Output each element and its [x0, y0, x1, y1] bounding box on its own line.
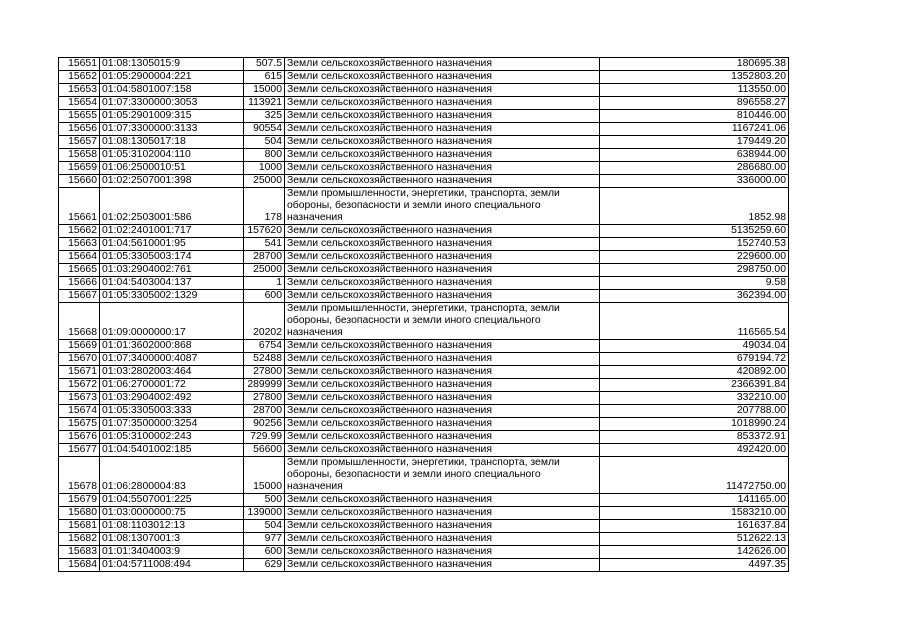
area-cell: 504 [244, 520, 285, 533]
land-category-cell: Земли сельскохозяйственного назначения [285, 379, 600, 392]
area-cell: 600 [244, 290, 285, 303]
cadastral-number-cell: 01:05:2900004:221 [100, 71, 244, 84]
land-category-cell: Земли сельскохозяйственного назначения [285, 58, 600, 71]
row-id-cell: 15678 [59, 457, 100, 494]
table-row [59, 84, 789, 97]
area-cell: 15000 [244, 457, 285, 494]
land-category-cell: Земли сельскохозяйственного назначения [285, 366, 600, 379]
cadastral-number-cell: 01:06:2500010:51 [100, 162, 244, 175]
cadastral-number-cell: 01:03:0000000:75 [100, 507, 244, 520]
land-category-cell: Земли сельскохозяйственного назначения [285, 507, 600, 520]
land-category-cell: Земли сельскохозяйственного назначения [285, 290, 600, 303]
area-cell: 615 [244, 71, 285, 84]
cadastral-value-cell: 49034.04 [600, 340, 789, 353]
row-id-cell: 15682 [59, 533, 100, 546]
row-id-cell: 15674 [59, 405, 100, 418]
cadastral-value-cell: 179449.20 [600, 136, 789, 149]
cadastral-number-cell: 01:04:5801007:158 [100, 84, 244, 97]
table-row [59, 405, 789, 418]
row-id-cell: 15672 [59, 379, 100, 392]
table-row [59, 533, 789, 546]
cadastral-number-cell: 01:05:3100002:243 [100, 431, 244, 444]
cadastral-value-cell: 1018990.24 [600, 418, 789, 431]
row-id-cell: 15658 [59, 149, 100, 162]
row-id-cell: 15684 [59, 559, 100, 572]
cadastral-value-cell: 1352803.20 [600, 71, 789, 84]
cadastral-number-cell: 01:08:1305015:9 [100, 58, 244, 71]
table-row [59, 136, 789, 149]
cadastral-value-cell: 207788.00 [600, 405, 789, 418]
cadastral-number-cell: 01:07:3400000:4087 [100, 353, 244, 366]
table-row [59, 290, 789, 303]
land-category-cell: Земли сельскохозяйственного назначения [285, 110, 600, 123]
cadastral-value-cell: 229600.00 [600, 251, 789, 264]
table-body [59, 58, 789, 572]
table-row [59, 58, 789, 71]
land-category-cell: Земли промышленности, энергетики, транспорта, земли обороны, безопасности и земли иного специального назначения [285, 457, 600, 494]
area-cell: 56600 [244, 444, 285, 457]
cadastral-number-cell: 01:06:2800004:83 [100, 457, 244, 494]
cadastral-value-cell: 113550.00 [600, 84, 789, 97]
cadastral-number-cell: 01:08:1307001:3 [100, 533, 244, 546]
land-category-cell: Земли сельскохозяйственного назначения [285, 175, 600, 188]
land-category-cell: Земли сельскохозяйственного назначения [285, 520, 600, 533]
cadastral-number-cell: 01:04:5610001:95 [100, 238, 244, 251]
row-id-cell: 15656 [59, 123, 100, 136]
area-cell: 504 [244, 136, 285, 149]
area-cell: 27800 [244, 366, 285, 379]
cadastral-number-cell: 01:03:2802003:464 [100, 366, 244, 379]
cadastral-number-cell: 01:05:3305003:174 [100, 251, 244, 264]
row-id-cell: 15651 [59, 58, 100, 71]
table-row [59, 149, 789, 162]
area-cell: 90256 [244, 418, 285, 431]
land-category-cell: Земли сельскохозяйственного назначения [285, 71, 600, 84]
area-cell: 629 [244, 559, 285, 572]
area-cell: 800 [244, 149, 285, 162]
row-id-cell: 15652 [59, 71, 100, 84]
cadastral-value-cell: 1583210.00 [600, 507, 789, 520]
row-id-cell: 15670 [59, 353, 100, 366]
table-row [59, 340, 789, 353]
land-category-cell: Земли сельскохозяйственного назначения [285, 162, 600, 175]
cadastral-number-cell: 01:02:2503001:586 [100, 188, 244, 225]
table-row [59, 379, 789, 392]
land-category-cell: Земли сельскохозяйственного назначения [285, 494, 600, 507]
area-cell: 977 [244, 533, 285, 546]
table-row [59, 507, 789, 520]
cadastral-value-cell: 5135259.60 [600, 225, 789, 238]
cadastral-value-cell: 286680.00 [600, 162, 789, 175]
cadastral-number-cell: 01:05:2901009:315 [100, 110, 244, 123]
area-cell: 507.5 [244, 58, 285, 71]
land-category-cell: Земли сельскохозяйственного назначения [285, 225, 600, 238]
table-row [59, 559, 789, 572]
cadastral-value-cell: 11472750.00 [600, 457, 789, 494]
table-row [59, 444, 789, 457]
cadastral-number-cell: 01:03:2904002:492 [100, 392, 244, 405]
row-id-cell: 15654 [59, 97, 100, 110]
table-row [59, 162, 789, 175]
land-category-cell: Земли сельскохозяйственного назначения [285, 444, 600, 457]
cadastral-number-cell: 01:07:3500000:3254 [100, 418, 244, 431]
area-cell: 325 [244, 110, 285, 123]
cadastral-value-cell: 512622.13 [600, 533, 789, 546]
row-id-cell: 15667 [59, 290, 100, 303]
land-category-cell: Земли сельскохозяйственного назначения [285, 353, 600, 366]
table-row [59, 110, 789, 123]
row-id-cell: 15681 [59, 520, 100, 533]
row-id-cell: 15683 [59, 546, 100, 559]
row-id-cell: 15653 [59, 84, 100, 97]
cadastral-number-cell: 01:08:1103012:13 [100, 520, 244, 533]
land-category-cell: Земли сельскохозяйственного назначения [285, 418, 600, 431]
cadastral-number-cell: 01:07:3300000:3133 [100, 123, 244, 136]
land-category-cell: Земли сельскохозяйственного назначения [285, 277, 600, 290]
area-cell: 178 [244, 188, 285, 225]
land-category-cell: Земли сельскохозяйственного назначения [285, 251, 600, 264]
cadastral-value-cell: 152740.53 [600, 238, 789, 251]
area-cell: 25000 [244, 264, 285, 277]
land-category-cell: Земли сельскохозяйственного назначения [285, 123, 600, 136]
land-category-cell: Земли сельскохозяйственного назначения [285, 546, 600, 559]
area-cell: 1 [244, 277, 285, 290]
row-id-cell: 15671 [59, 366, 100, 379]
row-id-cell: 15662 [59, 225, 100, 238]
cadastral-number-cell: 01:04:5507001:225 [100, 494, 244, 507]
area-cell: 27800 [244, 392, 285, 405]
table-row [59, 546, 789, 559]
cadastral-number-cell: 01:04:5711008:494 [100, 559, 244, 572]
row-id-cell: 15664 [59, 251, 100, 264]
cadastral-value-cell: 332210.00 [600, 392, 789, 405]
area-cell: 289999 [244, 379, 285, 392]
area-cell: 113921 [244, 97, 285, 110]
row-id-cell: 15676 [59, 431, 100, 444]
land-category-cell: Земли сельскохозяйственного назначения [285, 136, 600, 149]
row-id-cell: 15661 [59, 188, 100, 225]
row-id-cell: 15680 [59, 507, 100, 520]
table-row [59, 175, 789, 188]
area-cell: 139000 [244, 507, 285, 520]
cadastral-value-cell: 336000.00 [600, 175, 789, 188]
land-category-cell: Земли сельскохозяйственного назначения [285, 97, 600, 110]
row-id-cell: 15666 [59, 277, 100, 290]
cadastral-number-cell: 01:09:0000000:17 [100, 303, 244, 340]
row-id-cell: 15663 [59, 238, 100, 251]
area-cell: 600 [244, 546, 285, 559]
table-row [59, 188, 789, 225]
cadastral-value-cell: 2366391.84 [600, 379, 789, 392]
cadastral-value-cell: 638944.00 [600, 149, 789, 162]
table-row [59, 457, 789, 494]
table-row [59, 494, 789, 507]
table-row [59, 431, 789, 444]
table-row [59, 264, 789, 277]
land-category-cell: Земли сельскохозяйственного назначения [285, 405, 600, 418]
area-cell: 500 [244, 494, 285, 507]
land-category-cell: Земли сельскохозяйственного назначения [285, 559, 600, 572]
table-row [59, 353, 789, 366]
table-row [59, 277, 789, 290]
cadastral-number-cell: 01:04:5401002:185 [100, 444, 244, 457]
area-cell: 15000 [244, 84, 285, 97]
row-id-cell: 15675 [59, 418, 100, 431]
table-row [59, 418, 789, 431]
cadastral-number-cell: 01:03:2904002:761 [100, 264, 244, 277]
table-row [59, 251, 789, 264]
table-row [59, 238, 789, 251]
cadastral-value-cell: 1852.98 [600, 188, 789, 225]
cadastral-number-cell: 01:05:3305003:333 [100, 405, 244, 418]
cadastral-number-cell: 01:04:5403004:137 [100, 277, 244, 290]
cadastral-number-cell: 01:01:3602000:868 [100, 340, 244, 353]
cadastral-number-cell: 01:08:1305017:18 [100, 136, 244, 149]
cadastral-number-cell: 01:02:2401001:717 [100, 225, 244, 238]
cadastral-number-cell: 01:06:2700001:72 [100, 379, 244, 392]
land-category-cell: Земли промышленности, энергетики, транспорта, земли обороны, безопасности и земли иного специального назначения [285, 303, 600, 340]
cadastral-value-cell: 141165.00 [600, 494, 789, 507]
row-id-cell: 15657 [59, 136, 100, 149]
land-category-cell: Земли сельскохозяйственного назначения [285, 264, 600, 277]
area-cell: 6754 [244, 340, 285, 353]
table-row [59, 392, 789, 405]
land-category-cell: Земли сельскохозяйственного назначения [285, 340, 600, 353]
cadastral-value-cell: 362394.00 [600, 290, 789, 303]
table-row [59, 303, 789, 340]
area-cell: 541 [244, 238, 285, 251]
table-row [59, 225, 789, 238]
land-category-cell: Земли сельскохозяйственного назначения [285, 84, 600, 97]
area-cell: 90554 [244, 123, 285, 136]
table-row [59, 366, 789, 379]
table-row [59, 71, 789, 84]
land-category-cell: Земли сельскохозяйственного назначения [285, 392, 600, 405]
land-category-cell: Земли сельскохозяйственного назначения [285, 533, 600, 546]
cadastral-value-cell: 679194.72 [600, 353, 789, 366]
table-row [59, 123, 789, 136]
area-cell: 157620 [244, 225, 285, 238]
cadastral-value-cell: 492420.00 [600, 444, 789, 457]
cadastral-value-cell: 9.58 [600, 277, 789, 290]
area-cell: 1000 [244, 162, 285, 175]
row-id-cell: 15660 [59, 175, 100, 188]
cadastral-value-cell: 161637.84 [600, 520, 789, 533]
table-row [59, 97, 789, 110]
cadastral-number-cell: 01:07:3300000:3053 [100, 97, 244, 110]
row-id-cell: 15679 [59, 494, 100, 507]
cadastral-value-cell: 180695.38 [600, 58, 789, 71]
cadastral-value-cell: 810446.00 [600, 110, 789, 123]
land-category-cell: Земли промышленности, энергетики, транспорта, земли обороны, безопасности и земли иного специального назначения [285, 188, 600, 225]
row-id-cell: 15655 [59, 110, 100, 123]
cadastral-value-cell: 142626.00 [600, 546, 789, 559]
land-parcels-table [58, 57, 789, 572]
row-id-cell: 15668 [59, 303, 100, 340]
area-cell: 25000 [244, 175, 285, 188]
row-id-cell: 15669 [59, 340, 100, 353]
land-category-cell: Земли сельскохозяйственного назначения [285, 149, 600, 162]
area-cell: 20202 [244, 303, 285, 340]
cadastral-value-cell: 853372.91 [600, 431, 789, 444]
cadastral-value-cell: 4497.35 [600, 559, 789, 572]
cadastral-value-cell: 116565.54 [600, 303, 789, 340]
cadastral-value-cell: 896558.27 [600, 97, 789, 110]
land-category-cell: Земли сельскохозяйственного назначения [285, 238, 600, 251]
cadastral-number-cell: 01:02:2507001:398 [100, 175, 244, 188]
area-cell: 729.99 [244, 431, 285, 444]
row-id-cell: 15659 [59, 162, 100, 175]
row-id-cell: 15677 [59, 444, 100, 457]
row-id-cell: 15673 [59, 392, 100, 405]
cadastral-value-cell: 420892.00 [600, 366, 789, 379]
row-id-cell: 15665 [59, 264, 100, 277]
cadastral-number-cell: 01:05:3102004:110 [100, 149, 244, 162]
table-row [59, 520, 789, 533]
land-category-cell: Земли сельскохозяйственного назначения [285, 431, 600, 444]
cadastral-number-cell: 01:01:3404003:9 [100, 546, 244, 559]
area-cell: 52488 [244, 353, 285, 366]
cadastral-number-cell: 01:05:3305002:1329 [100, 290, 244, 303]
area-cell: 28700 [244, 251, 285, 264]
cadastral-value-cell: 1167241.06 [600, 123, 789, 136]
cadastral-value-cell: 298750.00 [600, 264, 789, 277]
area-cell: 28700 [244, 405, 285, 418]
